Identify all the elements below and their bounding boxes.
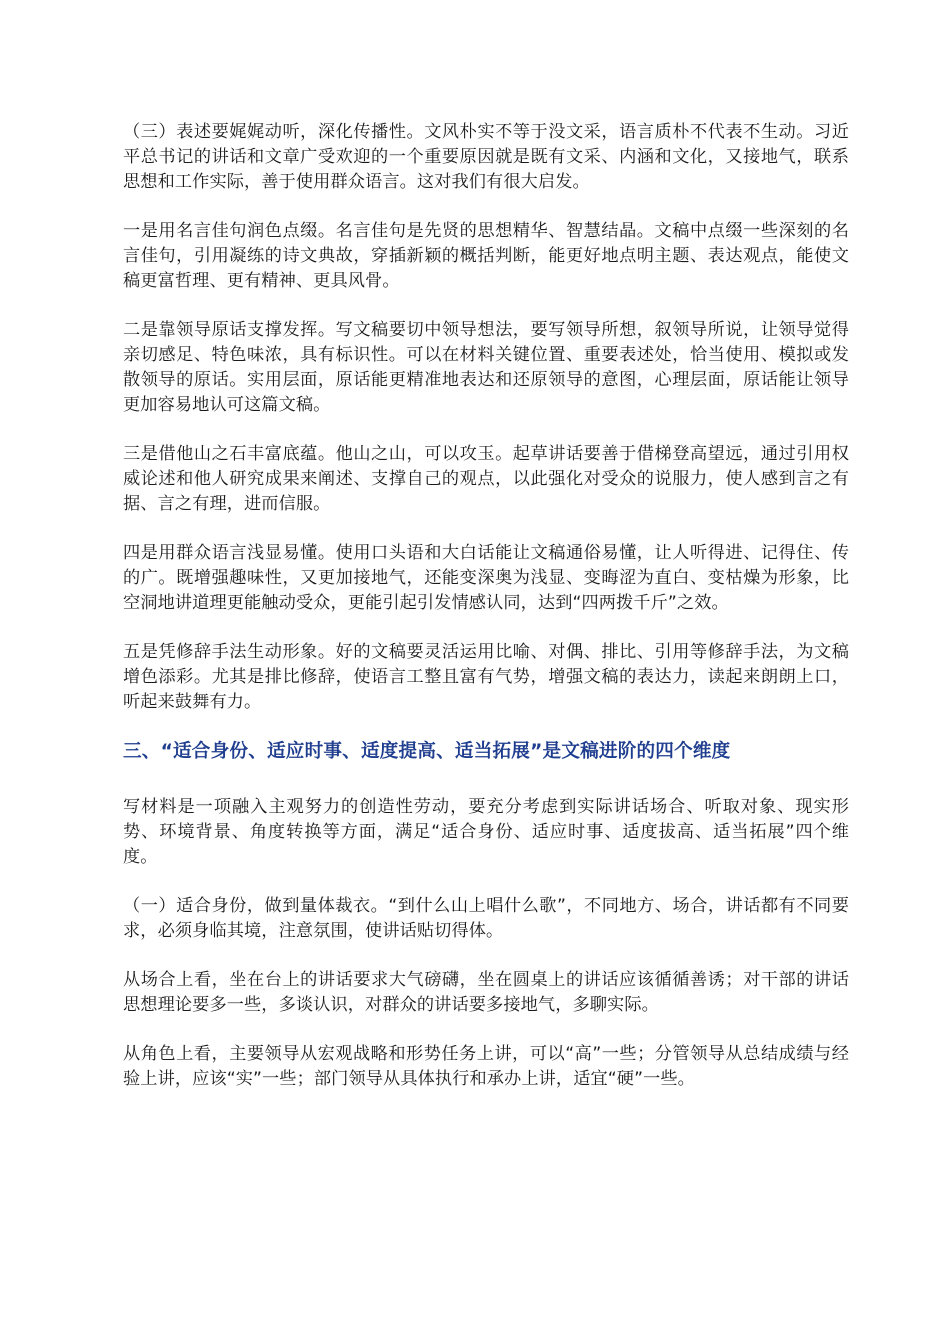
document-page: [123, 120, 849, 1116]
paragraph-point-2: 二是靠领导原话支撑发挥。写文稿要切中领导想法，要写领导所想，叙领导所说，让领导觉得亲切感足、特色味浓，具有标识性。可以在材料关键位置、重要表述处，恰当使用、模拟或发散领导的原话。实用层面，原话能更精准地表达和还原领导的意图，心理层面，原话能让领导更加容易地认可这篇文稿。: [123, 320, 849, 415]
paragraph-section-3-intro: （三）表述要娓娓动听，深化传播性。文风朴实不等于没文采，语言质朴不代表不生动。习近平总书记的讲话和文章广受欢迎的一个重要原因就是既有文采、内涵和文化，又接地气，联系思想和工作实际，善于使用群众语言。这对我们有很大启发。: [123, 122, 849, 192]
paragraph-point-4: 四是用群众语言浅显易懂。使用口头语和大白话能让文稿通俗易懂，让人听得进、记得住、传的广。既增强趣味性，又更加接地气，还能变深奥为浅显、变晦涩为直白、变枯燥为形象，比空洞地讲道理更能触动受众，更能引起引发情感认同，达到“四两拨千斤”之效。: [123, 543, 849, 613]
heading-quote-close: ”: [530, 741, 543, 762]
paragraph-point-1: 一是用名言佳句润色点缀。名言佳句是先贤的思想精华、智慧结晶。文稿中点缀一些深刻的名言佳句，引用凝练的诗文典故，穿插新颖的概括判断，能更好地点明主题、表达观点，能使文稿更富哲理、更有精神、更具风骨。: [123, 221, 849, 291]
heading-suffix: 是文稿进阶的四个维度: [542, 741, 731, 762]
paragraph-role: 从角色上看，主要领导从宏观战略和形势任务上讲，可以“高”一些；分管领导从总结成绩与经验上讲，应该“实”一些；部门领导从具体执行和承办上讲，适宜“硬”一些。: [123, 1044, 849, 1089]
paragraph-point-5: 五是凭修辞手法生动形象。好的文稿要灵活运用比喻、对偶、排比、引用等修辞手法，为文稿增色添彩。尤其是排比修辞，使语言工整且富有气势，增强文稿的表达力，读起来朗朗上口，听起来鼓舞有力。: [123, 642, 849, 712]
section-heading: [123, 739, 849, 765]
paragraph-point-3: 三是借他山之石丰富底蕴。他山之山，可以攻玉。起草讲话要善于借梯登高望远，通过引用权威论述和他人研究成果来阐述、支撑自己的观点，以此强化对受众的说服力，使人感到言之有据、言之有理，进而信服。: [123, 444, 849, 514]
paragraph-occasion: 从场合上看，坐在台上的讲话要求大气磅礴，坐在圆桌上的讲话应该循循善诱；对干部的讲话思想理论要多一些，多谈认识，对群众的讲话要多接地气，多聊实际。: [123, 970, 849, 1015]
paragraph-subsection-1: （一）适合身份，做到量体裁衣。“到什么山上唱什么歌”，不同地方、场合，讲话都有不同要求，必须身临其境，注意氛围，使讲话贴切得体。: [123, 896, 849, 941]
heading-prefix: 三、: [123, 741, 161, 762]
heading-quote-open: “: [160, 741, 174, 762]
paragraph-section-intro: 写材料是一项融入主观努力的创造性劳动，要充分考虑到实际讲话场合、听取对象、现实形势、环境背景、角度转换等方面，满足“适合身份、适应时事、适度拔高、适当拓展”四个维度。: [123, 797, 849, 867]
heading-quoted-text: 适合身份、适应时事、适度提高、适当拓展: [173, 741, 531, 762]
